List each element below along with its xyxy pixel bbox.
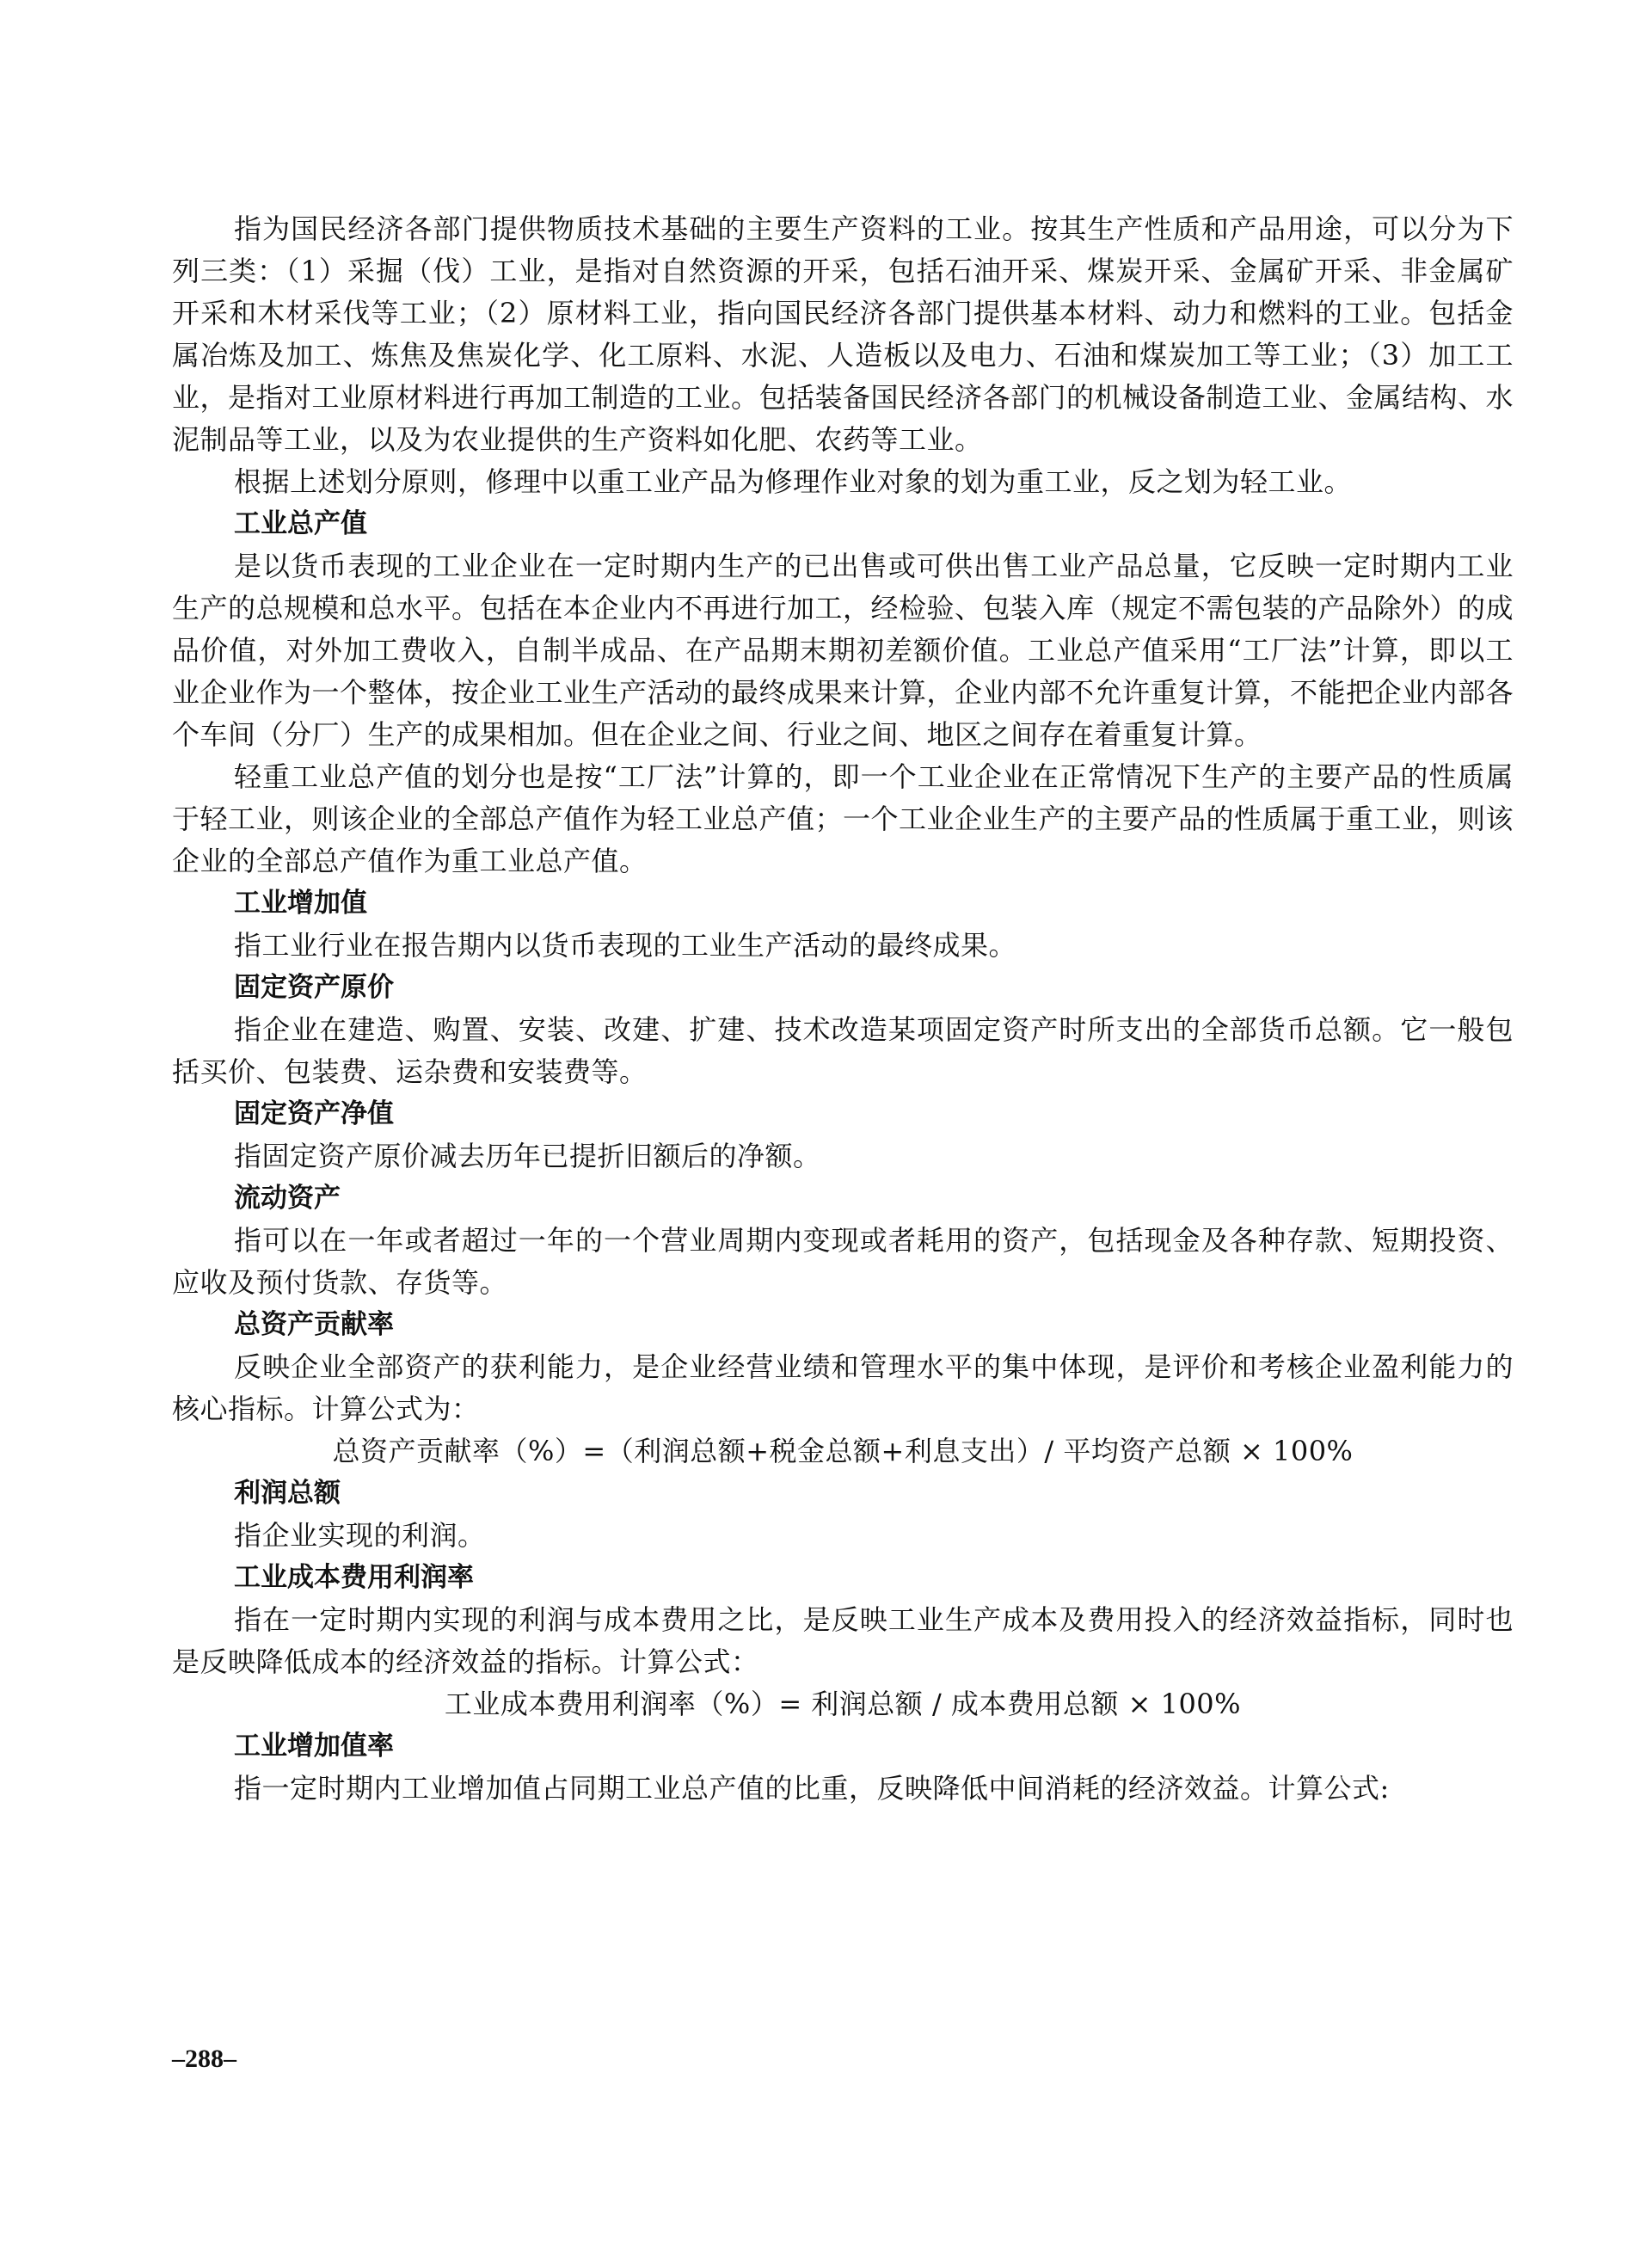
term-cost-profit-ratio: 工业成本费用利润率: [234, 1562, 474, 1593]
paragraph-light-heavy-output: 轻重工业总产值的划分也是按“工厂法”计算的，即一个工业企业在正常情况下生产的主要产品的性质属于轻工业，则该企业的全部总产值作为轻工业总产值；一个工业企业生产的主要产品的性质属于重工业，则该企业的全部总产值作为重工业总产值。: [172, 760, 1514, 877]
page-number: –288–: [172, 2045, 236, 2073]
term-fixed-assets-original-value: 固定资产原价: [234, 972, 394, 1003]
term-fixed-assets-net-value: 固定资产净值: [234, 1098, 394, 1129]
term-industrial-value-added: 工业增加值: [234, 888, 367, 919]
paragraph-heavy-industry-definition: 指为国民经济各部门提供物质技术基础的主要生产资料的工业。按其生产性质和产品用途，可以分为下列三类：（1）采掘（伐）工业，是指对自然资源的开采，包括石油开采、煤炭开采、金属矿开采、非金属矿开采和木材采伐等工业；（2）原材料工业，指向国民经济各部门提供基本材料、动力和燃料的工业。包括金属冶炼及加工、炼焦及焦炭化学、化工原料、水泥、人造板以及电力、石油和煤炭加工等工业；（3）加工工业，是指对工业原材料进行再加工制造的工业。包括装备国民经济各部门的机械设备制造工业、金属结构、水泥制品等工业，以及为农业提供的生产资料如化肥、农药等工业。: [172, 212, 1514, 456]
term-total-profit: 利润总额: [234, 1478, 341, 1509]
paragraph-cost-profit-ratio: 指在一定时期内实现的利润与成本费用之比，是反映工业生产成本及费用投入的经济效益指标，同时也是反映降低成本的经济效益的指标。计算公式：: [172, 1603, 1514, 1678]
paragraph-total-profit: 指企业实现的利润。: [234, 1519, 486, 1552]
paragraph-value-added-rate: 指一定时期内工业增加值占同期工业总产值的比重，反映降低中间消耗的经济效益。计算公式:: [234, 1772, 1390, 1805]
paragraph-current-assets: 指可以在一年或者超过一年的一个营业周期内变现或者耗用的资产，包括现金及各种存款、短期投资、应收及预付货款、存货等。: [172, 1224, 1514, 1299]
term-value-added-rate: 工业增加值率: [234, 1731, 394, 1762]
paragraph-fixed-assets-net-value: 指固定资产原价减去历年已提折旧额后的净额。: [234, 1140, 821, 1172]
paragraph-classification-principle: 根据上述划分原则，修理中以重工业产品为修理作业对象的划为重工业，反之划为轻工业。: [234, 465, 1353, 498]
term-current-assets: 流动资产: [234, 1183, 341, 1214]
document-body: [172, 208, 1514, 1810]
paragraph-industrial-value-added: 指工业行业在报告期内以货币表现的工业生产活动的最终成果。: [234, 929, 1017, 962]
term-gross-industrial-output: 工业总产值: [234, 508, 367, 539]
term-total-assets-contribution-rate: 总资产贡献率: [234, 1309, 394, 1340]
paragraph-gross-industrial-output: 是以货币表现的工业企业在一定时期内生产的已出售或可供出售工业产品总量，它反映一定时期内工业生产的总规模和总水平。包括在本企业内不再进行加工，经检验、包装入库（规定不需包装的产品除外）的成品价值，对外加工费收入，自制半成品、在产品期末期初差额价值。工业总产值采用“工厂法”计算，即以工业企业作为一个整体，按企业工业生产活动的最终成果来计算，企业内部不允许重复计算，不能把企业内部各个车间（分厂）生产的成果相加。但在企业之间、行业之间、地区之间存在着重复计算。: [172, 550, 1514, 751]
paragraph-fixed-assets-original-value: 指企业在建造、购置、安装、改建、扩建、技术改造某项固定资产时所支出的全部货币总额。它一般包括买价、包装费、运杂费和安装费等。: [172, 1013, 1514, 1088]
formula-total-assets-contribution-rate: 总资产贡献率（%）=（利润总额+税金总额+利息支出）/ 平均资产总额 × 100%: [332, 1435, 1354, 1467]
formula-cost-profit-ratio: 工业成本费用利润率（%）= 利润总额 / 成本费用总额 × 100%: [444, 1688, 1242, 1720]
paragraph-total-assets-contribution-rate: 反映企业全部资产的获利能力，是企业经营业绩和管理水平的集中体现，是评价和考核企业盈利能力的核心指标。计算公式为：: [172, 1350, 1514, 1425]
